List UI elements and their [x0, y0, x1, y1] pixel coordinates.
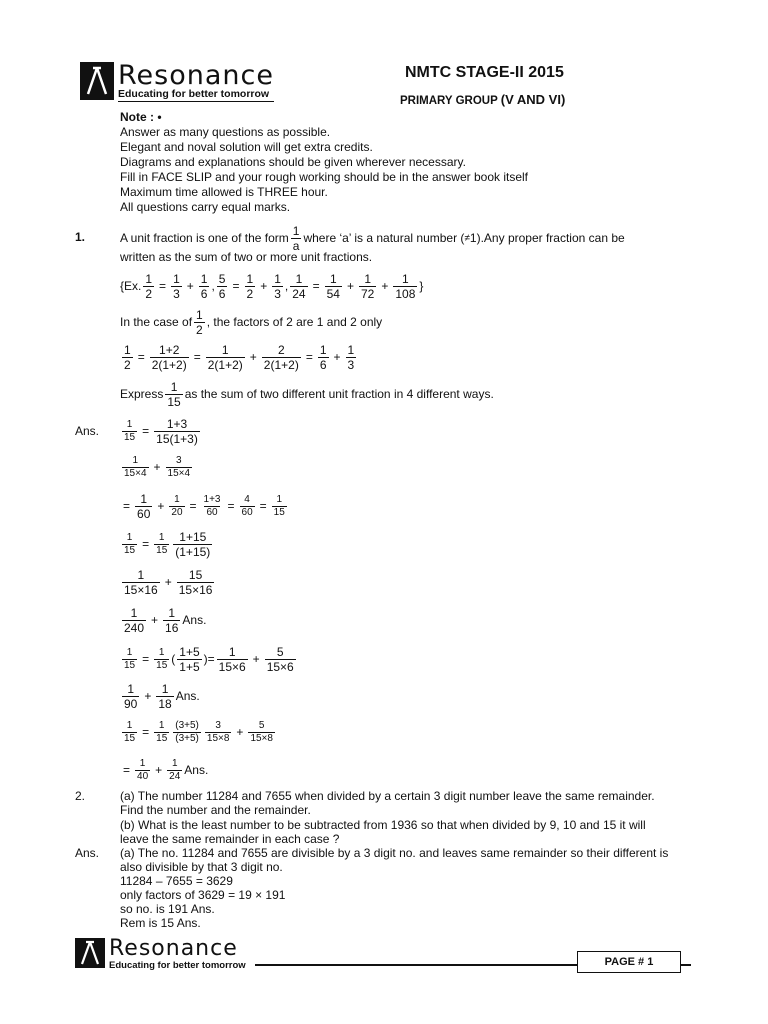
q1-line1: A unit fraction is one of the form $\frac{1}{a}$ where ‘a’ is a natural number ( ≠ 1).Any proper fraction can be: [120, 223, 625, 253]
ans-step: $\frac{1}{15}$ = $\frac{1}{15}$ $\frac{1+15}{(1+15)}$: [124, 529, 211, 559]
note-line: Fill in FACE SLIP and your rough working should be in the answer book itself: [120, 170, 528, 184]
q2-ans-line: so no. is 191 Ans.: [120, 902, 215, 916]
q1-text: where ‘a’ is a natural number (: [303, 231, 465, 245]
q1-text: as the sum of two different unit fraction in 4 different ways.: [184, 387, 494, 401]
q2-ans-line: also divisible by that 3 digit no.: [120, 860, 283, 874]
brand-name: Resonance: [118, 60, 274, 91]
q1-express: Express $\frac{1}{15}$ as the sum of two different unit fraction in 4 different ways.: [120, 379, 494, 409]
q1-text: A unit fraction is one of the form: [120, 231, 289, 245]
note-line: Maximum time allowed is THREE hour.: [120, 185, 328, 199]
q2-ans-line: 11284 – 7655 = 3629: [120, 874, 233, 888]
ans-marker: Ans.: [175, 689, 200, 703]
note-line: Elegant and noval solution will get extra credits.: [120, 140, 373, 154]
q2-line: leave the same remainder in each case ?: [120, 832, 340, 846]
q1-text: , the factors of 2 are 1 and 2 only: [206, 315, 383, 329]
ans-step: $\frac{1}{15\times 16}$ + $\frac{15}{15\times 16}$: [124, 567, 213, 597]
subtitle-classes: (V AND VI): [500, 92, 566, 107]
q2-number: 2.: [75, 789, 86, 803]
q1-text: Express: [120, 387, 164, 401]
q2-line: Find the number and the remainder.: [120, 803, 311, 817]
example-suffix: }: [419, 279, 424, 293]
q2-line: (a) The number 11284 and 7655 when divided by a certain 3 digit number leave the same remainder.: [120, 789, 655, 803]
ans-step: $\frac{1}{15}$ = $\frac{1}{15}$ $\frac{(3+5)}{(3+5)}$ $\frac{3}{15\times 8}$ + $\frac{5}{15\times 8}$: [124, 719, 273, 744]
not-equal-symbol: ≠: [464, 232, 470, 244]
q2-line: (b) What is the least number to be subtracted from 1936 so that when divided by 9, 10 and 15 it will: [120, 818, 646, 832]
notes-heading: Note : •: [120, 110, 162, 124]
page-subtitle: [400, 92, 565, 107]
footer-logo: [75, 938, 246, 972]
ans-step: = $\frac{1}{60}$ + $\frac{1}{20}$ = $\frac{1+3}{60}$ = $\frac{4}{60}$ = $\frac{1}{15}$: [123, 491, 285, 521]
brand-tagline: Educating for better tomorrow: [118, 89, 274, 102]
q2-ans-line: (a) The no. 11284 and 7655 are divisible by a 3 digit no. and leaves same remainder so their different is: [120, 846, 669, 860]
q2-ans-line: Rem is 15 Ans.: [120, 916, 201, 930]
q1-factor-equation: $\frac{1}{2}$ = $\frac{1+2}{2(1+2)}$ = $\frac{1}{2(1+2)}$ + $\frac{2}{2(1+2)}$ = $\frac{1}{6}$ + $\frac{1}{3}$: [124, 342, 355, 372]
note-line: Answer as many questions as possible.: [120, 125, 331, 139]
example-prefix: {Ex.: [120, 279, 142, 293]
q2-ans-label: Ans.: [75, 846, 100, 860]
ans-step: $\frac{1}{15}$ = $\frac{1+3}{15(1+3)}$: [124, 416, 198, 446]
resonance-logo-icon: [80, 62, 114, 100]
q1-number: 1.: [75, 230, 86, 244]
brand-tagline: Educating for better tomorrow: [109, 960, 246, 971]
page-number: PAGE # 1: [577, 951, 681, 973]
resonance-logo-icon: [75, 938, 105, 968]
q1-case: In the case of $\frac{1}{2}$ , the factors of 2 are 1 and 2 only: [120, 307, 383, 337]
q1-text: 1).Any proper fraction can be: [469, 231, 625, 245]
q1-ans-label: Ans.: [75, 424, 100, 438]
q1-text: In the case of: [120, 315, 193, 329]
brand-name: Resonance: [109, 936, 238, 961]
note-line: Diagrams and explanations should be given wherever necessary.: [120, 155, 466, 169]
q1-example: {Ex. $\frac{1}{2}$ = $\frac{1}{3}$ + $\frac{1}{6}$ , $\frac{5}{6}$ = $\frac{1}{2}$ + $\frac{1}{3}$ , $\frac{1}{24}$ = $\frac{1}{54}$ + $\frac{1}{72}$ + $\frac{1}{108}$ }: [120, 271, 424, 301]
ans-step: = $\frac{1}{40}$ + $\frac{1}{24}$ Ans.: [123, 757, 209, 782]
page-title: NMTC STAGE-II 2015: [405, 64, 564, 81]
note-line: All questions carry equal marks.: [120, 200, 291, 214]
ans-step: $\frac{1}{15\times 4}$ + $\frac{3}{15\times 4}$: [124, 454, 191, 479]
subtitle-group: PRIMARY GROUP: [400, 95, 501, 107]
ans-step: $\frac{1}{15}$ = $\frac{1}{15}$ ( $\frac{1+5}{1+5}$ )= $\frac{1}{15\times 6}$ + $\frac{5}{15\times 6}$: [124, 644, 294, 674]
ans-step: $\frac{1}{90}$ + $\frac{1}{18}$ Ans.: [124, 681, 200, 711]
ans-step: $\frac{1}{240}$ + $\frac{1}{16}$ Ans.: [124, 605, 207, 635]
q2-ans-line: only factors of 3629 = 19 × 191: [120, 888, 286, 902]
header-logo: [80, 62, 274, 102]
ans-marker: Ans.: [184, 763, 209, 777]
q1-line2: written as the sum of two or more unit fractions.: [120, 250, 373, 264]
ans-marker: Ans.: [182, 613, 207, 627]
